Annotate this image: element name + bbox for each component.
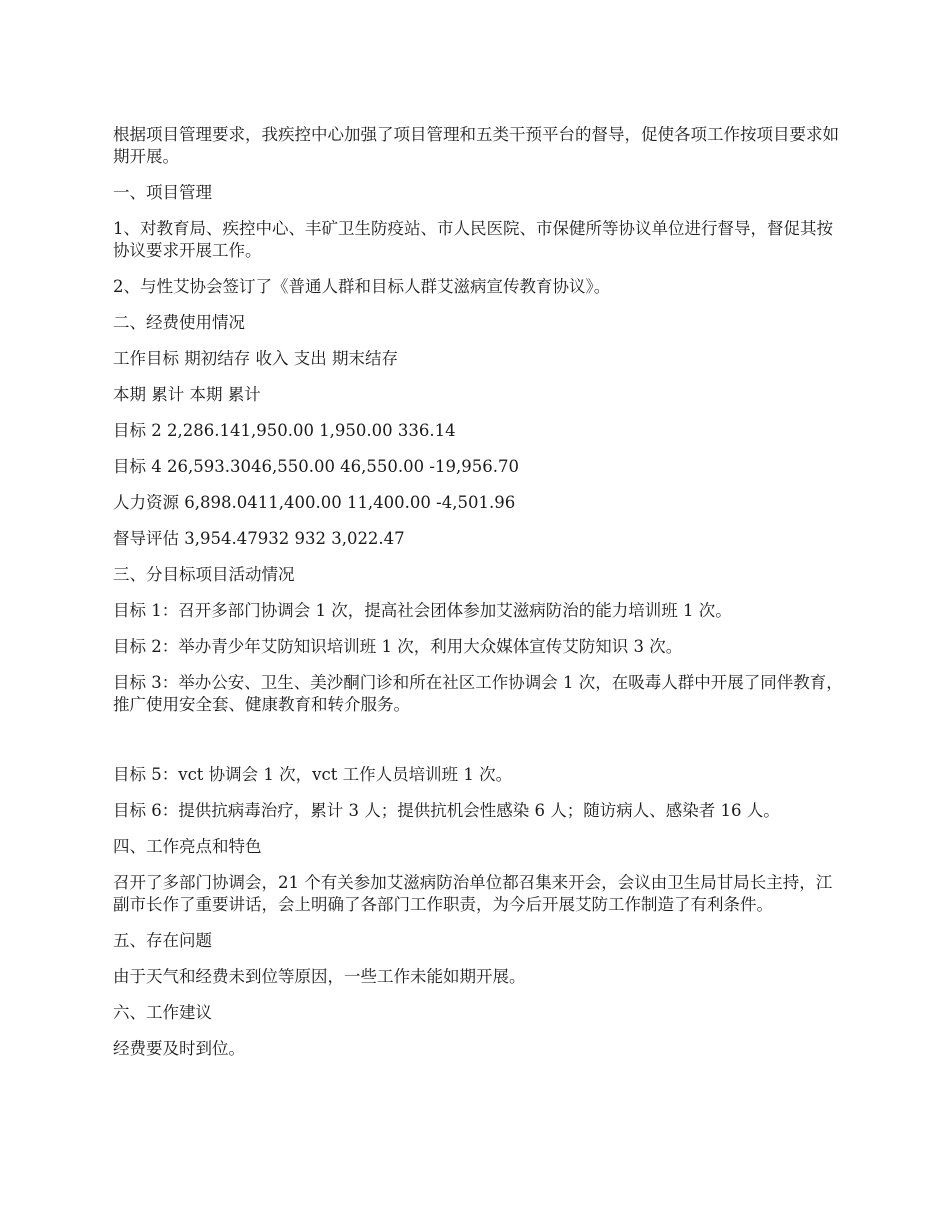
activity-goal-6: 目标 6：提供抗病毒治疗，累计 3 人；提供抗机会性感染 6 人；随访病人、感染者 16 人。 bbox=[113, 801, 780, 820]
section-heading-activities: 三、分目标项目活动情况 bbox=[113, 565, 295, 584]
funding-row-goal-4: 目标 4 26,593.3046,550.00 46,550.00 -19,956.70 bbox=[113, 457, 519, 476]
suggestions-paragraph: 经费要及时到位。 bbox=[113, 1039, 245, 1058]
funding-subheader-row: 本期 累计 本期 累计 bbox=[113, 385, 261, 404]
activity-goal-2: 目标 2：举办青少年艾防知识培训班 1 次，利用大众媒体宣传艾防知识 3 次。 bbox=[113, 637, 683, 656]
section-heading-funding: 二、经费使用情况 bbox=[113, 313, 245, 332]
document-body bbox=[113, 124, 843, 1074]
project-management-item-1: 1、对教育局、疾控中心、丰矿卫生防疫站、市人民医院、市保健所等协议单位进行督导，督促其按协议要求开展工作。 bbox=[113, 219, 833, 260]
section-heading-suggestions: 六、工作建议 bbox=[113, 1003, 212, 1022]
section-heading-issues: 五、存在问题 bbox=[113, 931, 212, 950]
intro-paragraph: 根据项目管理要求，我疾控中心加强了项目管理和五类干预平台的督导，促使各项工作按项目要求如期开展。 bbox=[113, 125, 839, 166]
activity-goal-3: 目标 3：举办公安、卫生、美沙酮门诊和所在社区工作协调会 1 次，在吸毒人群中开展了同伴教育，推广使用安全套、健康教育和转介服务。 bbox=[113, 673, 843, 714]
funding-header-row: 工作目标 期初结存 收入 支出 期末结存 bbox=[113, 349, 398, 368]
issues-paragraph: 由于天气和经费未到位等原因，一些工作未能如期开展。 bbox=[113, 967, 526, 986]
project-management-item-2: 2、与性艾协会签订了《普通人群和目标人群艾滋病宣传教育协议》。 bbox=[113, 277, 611, 296]
section-heading-project-management: 一、项目管理 bbox=[113, 183, 212, 202]
highlights-paragraph: 召开了多部门协调会，21 个有关参加艾滋病防治单位都召集来开会，会议由卫生局甘局长主持，江副市长作了重要讲话，会上明确了各部门工作职责，为今后开展艾防工作制造了有利条件。 bbox=[113, 873, 833, 914]
activity-goal-5: 目标 5：vct 协调会 1 次，vct 工作人员培训班 1 次。 bbox=[113, 765, 513, 784]
section-heading-highlights: 四、工作亮点和特色 bbox=[113, 837, 262, 856]
funding-row-human-resources: 人力资源 6,898.0411,400.00 11,400.00 -4,501.96 bbox=[113, 493, 516, 512]
funding-row-goal-2: 目标 2 2,286.141,950.00 1,950.00 336.14 bbox=[113, 421, 456, 440]
activity-goal-1: 目标 1：召开多部门协调会 1 次，提高社会团体参加艾滋病防治的能力培训班 1 次。 bbox=[113, 601, 732, 620]
funding-row-supervision: 督导评估 3,954.47932 932 3,022.47 bbox=[113, 529, 405, 548]
